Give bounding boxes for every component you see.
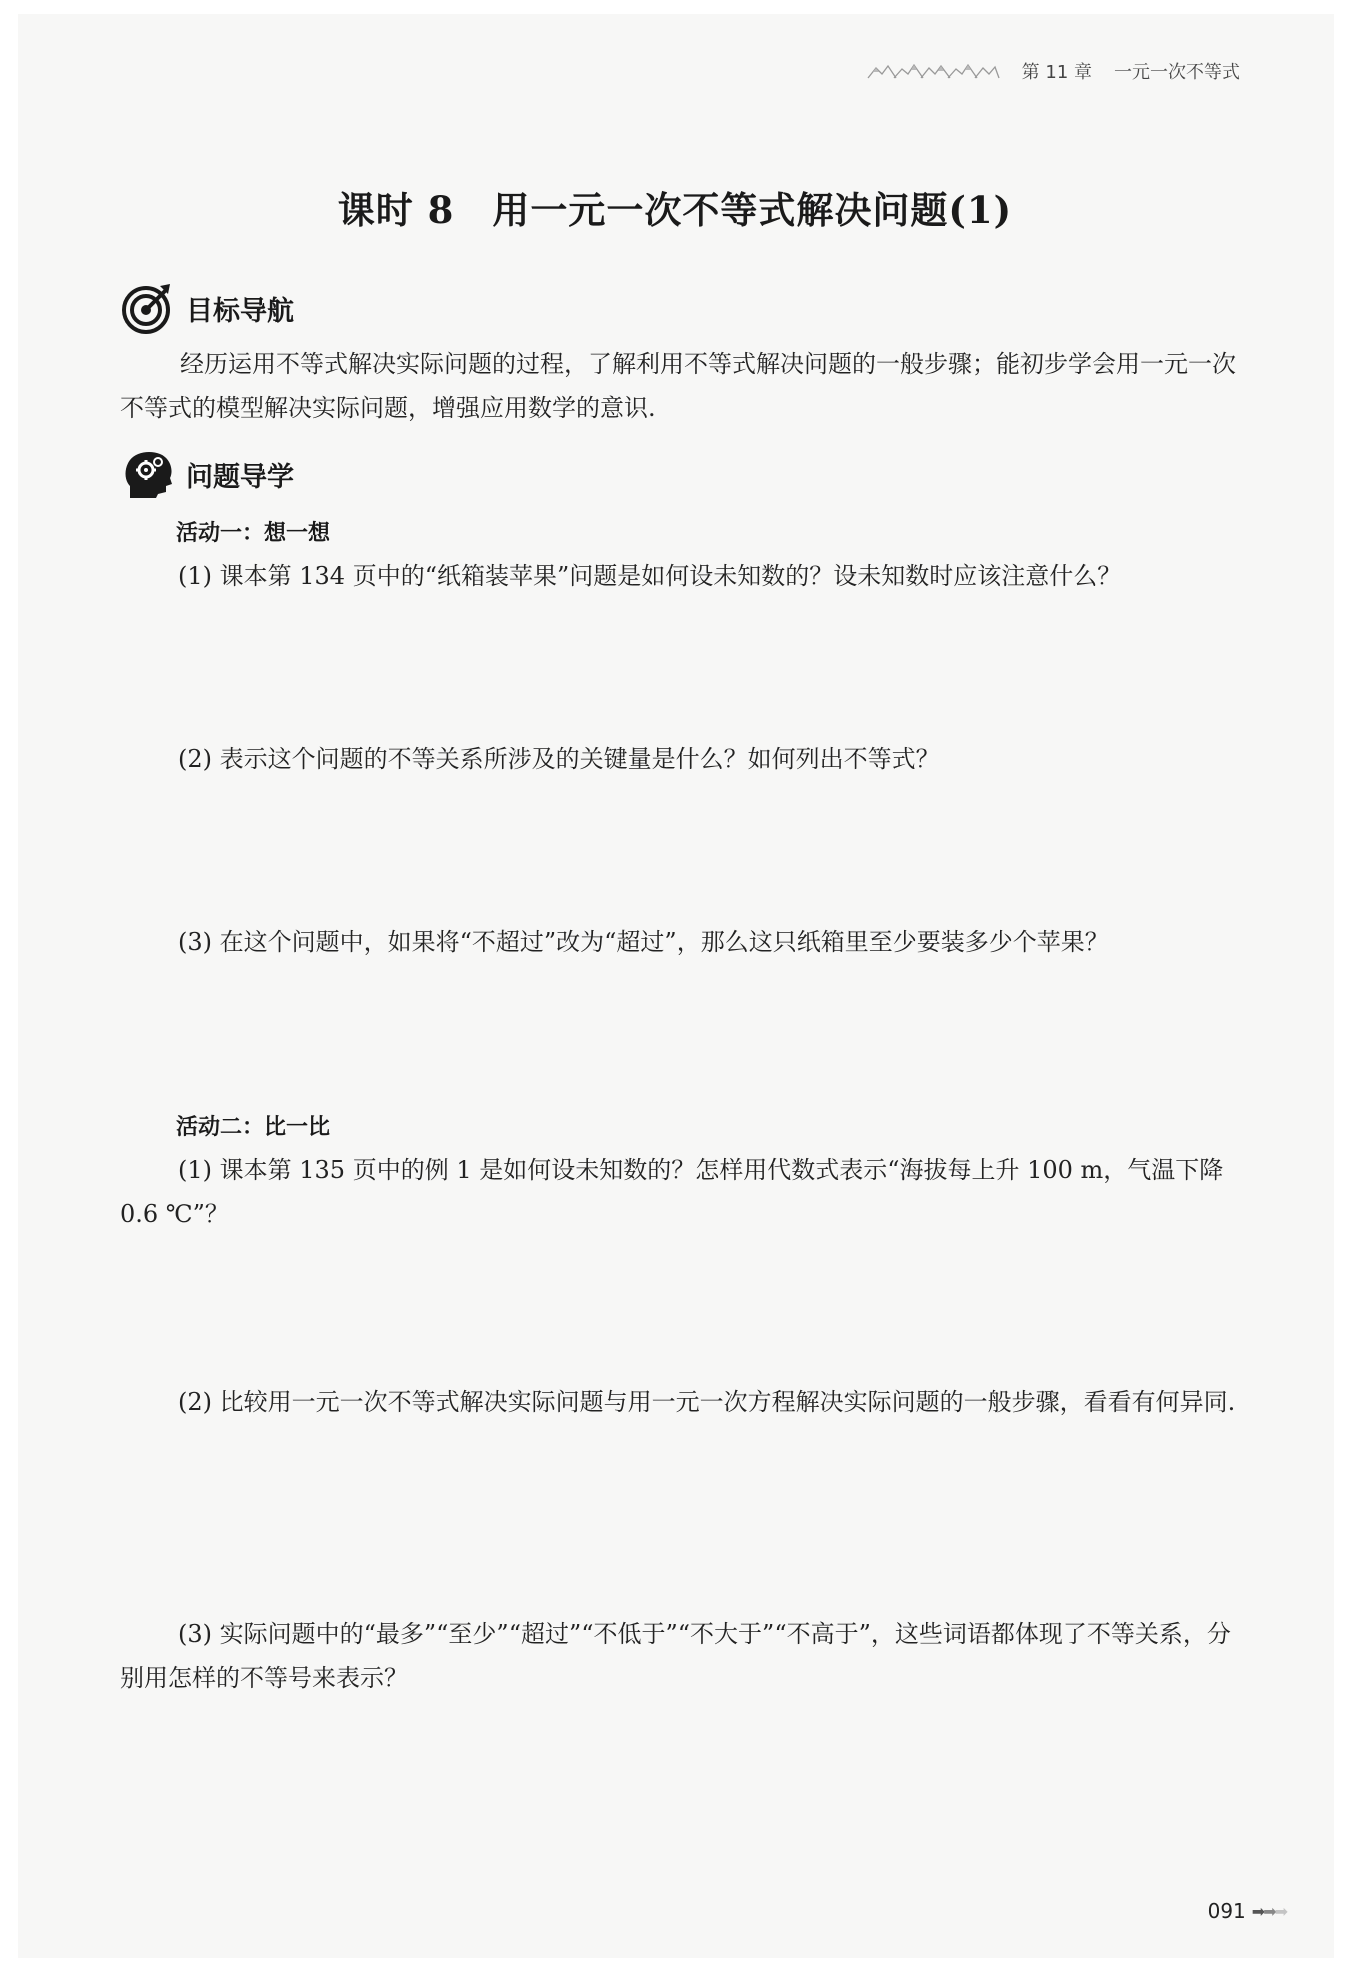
page-number-area bbox=[1208, 1899, 1286, 1923]
activity-1-title: 活动一：想一想 bbox=[176, 521, 331, 546]
target-icon bbox=[120, 280, 176, 336]
running-header bbox=[866, 58, 1240, 84]
arrow-right-icon: ➡➡➡ bbox=[1251, 1901, 1286, 1921]
page-number: 091 bbox=[1207, 1899, 1246, 1923]
chapter-number: 第 11 章 bbox=[1021, 62, 1092, 83]
activity-2-question-3: (3) 实际问题中的“最多”“至少”“超过”“不低于”“不大于”“不高于”，这些词语都体现了不等关系，分别用怎样的不等号来表示？ bbox=[120, 1620, 1231, 1692]
guide-heading bbox=[120, 446, 294, 502]
activity-1-question-3: (3) 在这个问题中，如果将“不超过”改为“超过”，那么这只纸箱里至少要装多少个苹果？ bbox=[178, 928, 1109, 956]
mountains-icon bbox=[866, 62, 1000, 80]
activity-1-question-2: (2) 表示这个问题的不等关系所涉及的关键量是什么？如何列出不等式？ bbox=[178, 745, 940, 773]
goal-text: 经历运用不等式解决实际问题的过程，了解利用不等式解决问题的一般步骤；能初步学会用一元一次不等式的模型解决实际问题，增强应用数学的意识. bbox=[120, 350, 1236, 422]
activity-2-title: 活动二：比一比 bbox=[176, 1115, 331, 1140]
guide-heading-label: 问题导学 bbox=[186, 461, 294, 493]
goal-heading-label: 目标导航 bbox=[186, 295, 294, 327]
activity-1-question-1: (1) 课本第 134 页中的“纸箱装苹果”问题是如何设未知数的？设未知数时应该注意什么？ bbox=[178, 562, 1122, 590]
activity-2-question-1: (1) 课本第 135 页中的例 1 是如何设未知数的？怎样用代数式表示“海拔每上升 100 m，气温下降 0.6 ℃”？ bbox=[120, 1156, 1224, 1228]
lesson-title: 课时 8 用一元一次不等式解决问题(1) bbox=[337, 188, 1013, 232]
goal-heading bbox=[120, 280, 294, 336]
chapter-title: 一元一次不等式 bbox=[1114, 62, 1240, 83]
head-gears-icon bbox=[120, 446, 176, 502]
activity-2-question-2: (2) 比较用一元一次不等式解决实际问题与用一元一次方程解决实际问题的一般步骤，看看有何异同. bbox=[178, 1388, 1236, 1416]
